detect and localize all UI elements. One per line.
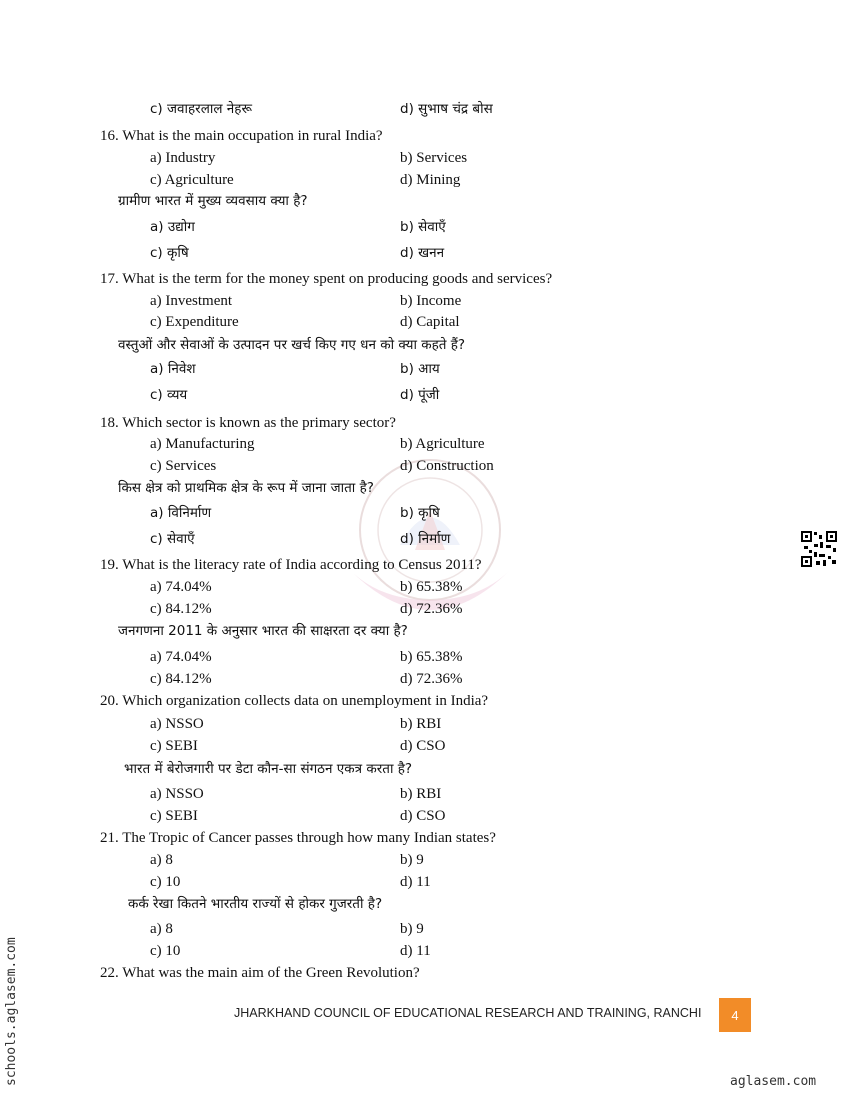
q16-hindi-question: ग्रामीण भारत में मुख्य व्यवसाय क्या है?: [118, 193, 308, 209]
question-18: 18. Which sector is known as the primary sector?: [100, 415, 396, 431]
q21-option-c: c) 10: [150, 874, 181, 890]
prev-option-d: d) सुभाष चंद्र बोस: [400, 101, 493, 117]
q21-option-a: a) 8: [150, 852, 173, 868]
q17-hindi-option-c: c) व्यय: [150, 387, 188, 403]
q20-hindi-question: भारत में बेरोजगारी पर डेटा कौन-सा संगठन एकत्र करता है?: [124, 761, 413, 777]
footer-institution: JHARKHAND COUNCIL OF EDUCATIONAL RESEARCH AND TRAINING, RANCHI: [234, 1006, 702, 1020]
q17-option-d: d) Capital: [400, 314, 460, 330]
q18-option-c: c) Services: [150, 458, 217, 474]
q19-hindi-option-b: b) 65.38%: [400, 649, 463, 665]
page-number-badge: 4: [719, 998, 751, 1032]
q21-hindi-option-a: a) 8: [150, 921, 173, 937]
q18-option-d: d) Construction: [400, 458, 494, 474]
q17-option-c: c) Expenditure: [150, 314, 239, 330]
q19-hindi-option-a: a) 74.04%: [150, 649, 212, 665]
q16-option-b: b) Services: [400, 150, 468, 166]
q17-option-b: b) Income: [400, 293, 462, 309]
q17-hindi-option-d: d) पूंजी: [400, 387, 440, 403]
q19-option-d: d) 72.36%: [400, 601, 463, 617]
q20-option-c: c) SEBI: [150, 738, 198, 754]
q19-option-b: b) 65.38%: [400, 579, 463, 595]
q16-option-d: d) Mining: [400, 172, 461, 188]
q21-hindi-option-c: c) 10: [150, 943, 181, 959]
q16-hindi-option-b: b) सेवाएँ: [400, 219, 446, 235]
q17-hindi-question: वस्तुओं और सेवाओं के उत्पादन पर खर्च किए गए धन को क्या कहते हैं?: [118, 337, 466, 353]
q20-option-d: d) CSO: [400, 738, 446, 754]
prev-option-c: c) जवाहरलाल नेहरू: [150, 101, 252, 117]
q20-hindi-option-d: d) CSO: [400, 808, 446, 824]
q18-hindi-option-d: d) निर्माण: [400, 531, 451, 547]
q18-hindi-option-b: b) कृषि: [400, 505, 440, 521]
question-21: 21. The Tropic of Cancer passes through how many Indian states?: [100, 830, 496, 846]
q21-hindi-question: कर्क रेखा कितने भारतीय राज्यों से होकर गुजरती है?: [128, 896, 383, 912]
question-20: 20. Which organization collects data on unemployment in India?: [100, 693, 489, 709]
q17-option-a: a) Investment: [150, 293, 233, 309]
q16-option-a: a) Industry: [150, 150, 216, 166]
q20-hindi-option-c: c) SEBI: [150, 808, 198, 824]
q16-option-c: c) Agriculture: [150, 172, 234, 188]
q19-hindi-question: जनगणना 2011 के अनुसार भारत की साक्षरता दर क्या है?: [118, 623, 408, 639]
bottom-watermark-url: aglasem.com: [730, 1074, 817, 1089]
q19-option-c: c) 84.12%: [150, 601, 212, 617]
q20-hindi-option-a: a) NSSO: [150, 786, 204, 802]
q18-hindi-question: किस क्षेत्र को प्राथमिक क्षेत्र के रूप में जाना जाता है?: [118, 480, 374, 496]
q18-option-a: a) Manufacturing: [150, 436, 255, 452]
q21-hindi-option-d: d) 11: [400, 943, 431, 959]
q18-hindi-option-a: a) विनिर्माण: [150, 505, 212, 521]
q16-hindi-option-a: a) उद्योग: [150, 219, 195, 235]
q20-option-b: b) RBI: [400, 716, 442, 732]
q19-hindi-option-d: d) 72.36%: [400, 671, 463, 687]
question-22: 22. What was the main aim of the Green Revolution?: [100, 965, 420, 981]
q17-hindi-option-a: a) निवेश: [150, 361, 196, 377]
q19-option-a: a) 74.04%: [150, 579, 212, 595]
q16-hindi-option-d: d) खनन: [400, 245, 445, 261]
qr-code-icon: [800, 530, 838, 568]
q18-hindi-option-c: c) सेवाएँ: [150, 531, 195, 547]
q16-hindi-option-c: c) कृषि: [150, 245, 189, 261]
q20-option-a: a) NSSO: [150, 716, 204, 732]
q21-option-d: d) 11: [400, 874, 431, 890]
q17-hindi-option-b: b) आय: [400, 361, 440, 377]
q19-hindi-option-c: c) 84.12%: [150, 671, 212, 687]
q21-hindi-option-b: b) 9: [400, 921, 424, 937]
question-16: 16. What is the main occupation in rural India?: [100, 128, 383, 144]
question-19: 19. What is the literacy rate of India according to Census 2011?: [100, 557, 482, 573]
side-watermark-url: schools.aglasem.com: [4, 937, 19, 1086]
q18-option-b: b) Agriculture: [400, 436, 485, 452]
question-17: 17. What is the term for the money spent on producing goods and services?: [100, 271, 553, 287]
q21-option-b: b) 9: [400, 852, 424, 868]
q20-hindi-option-b: b) RBI: [400, 786, 442, 802]
